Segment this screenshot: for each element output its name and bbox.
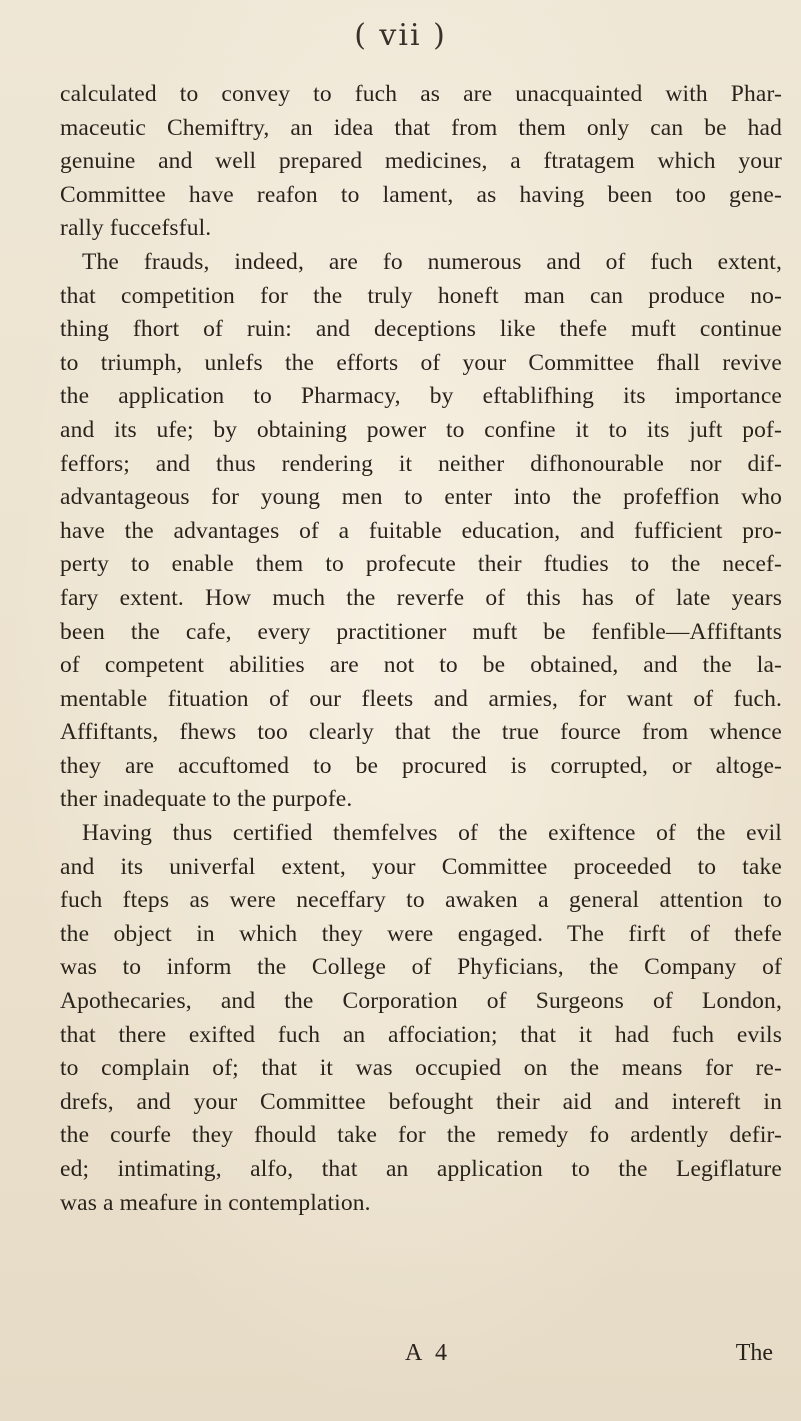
- text-line: they are accuftomed to be procured is corrupted, or altoge-: [60, 752, 782, 779]
- text-line: fuch fteps as were neceffary to awaken a general attention to: [60, 887, 782, 914]
- text-line: of competent abilities are not to be obtained, and the la-: [60, 652, 782, 679]
- text-line: the courfe they fhould take for the remedy fo ardently defir-: [60, 1122, 782, 1149]
- text-line: genuine and well prepared medicines, a ftratagem which your: [60, 148, 782, 175]
- text-line: feffors; and thus rendering it neither difhonourable nor dif-: [60, 450, 782, 477]
- body-text: [60, 78, 782, 1220]
- text-line: Having thus certified themfelves of the exiftence of the evil: [82, 820, 782, 847]
- text-line: to complain of; that it was occupied on the means for re-: [60, 1055, 782, 1082]
- text-line: that competition for the truly honeft man can produce no-: [60, 282, 782, 309]
- text-line: Affiftants, fhews too clearly that the true fource from whence: [60, 719, 782, 746]
- text-line: have the advantages of a fuitable education, and fufficient pro-: [60, 517, 782, 544]
- page-footer: [0, 1340, 801, 1380]
- text-line: ed; intimating, alfo, that an application to the Legiflature: [60, 1156, 782, 1182]
- text-line: was to inform the College of Phyficians, the Company of: [60, 954, 782, 981]
- text-line: mentable fituation of our fleets and armies, for want of fuch.: [60, 685, 782, 712]
- text-line: maceutic Chemiftry, an idea that from them only can be had: [60, 114, 782, 141]
- text-line: the object in which they were engaged. The firft of thefe: [60, 920, 782, 947]
- text-line: calculated to convey to fuch as are unacquainted with Phar-: [60, 81, 782, 107]
- text-line: rally fuccefsful.: [60, 215, 212, 242]
- text-line: ther inadequate to the purpofe.: [60, 786, 353, 813]
- text-line: been the cafe, every practitioner muft be fenfible—Affiftants: [60, 618, 782, 645]
- text-line: fary extent. How much the reverfe of this has of late years: [60, 584, 782, 611]
- text-line: was a meafure in contemplation.: [60, 1189, 371, 1216]
- text-line: to triumph, unlefs the efforts of your Committee fhall revive: [60, 349, 782, 376]
- text-line: Apothecaries, and the Corporation of Surgeons of London,: [60, 988, 782, 1015]
- text-line: The frauds, indeed, are fo numerous and of fuch extent,: [82, 248, 782, 275]
- text-line: the application to Pharmacy, by eftablifhing its importance: [60, 383, 782, 410]
- text-line: and its univerfal extent, your Committee proceeded to take: [60, 853, 782, 880]
- signature-mark: A 4: [405, 1340, 452, 1366]
- text-line: and its ufe; by obtaining power to confine it to its juft pof-: [60, 416, 782, 443]
- text-line: Committee have reafon to lament, as having been too gene-: [60, 181, 782, 208]
- text-line: drefs, and your Committee befought their aid and intereft in: [60, 1088, 782, 1115]
- text-line: thing fhort of ruin: and deceptions like thefe muft continue: [60, 316, 782, 343]
- text-line: advantageous for young men to enter into the profeffion who: [60, 484, 782, 511]
- text-line: that there exifted fuch an affociation; that it had fuch evils: [60, 1021, 782, 1048]
- page-number-header: ( vii ): [354, 18, 447, 53]
- catchword: The: [735, 1340, 773, 1366]
- text-line: perty to enable them to profecute their ftudies to the necef-: [60, 551, 782, 578]
